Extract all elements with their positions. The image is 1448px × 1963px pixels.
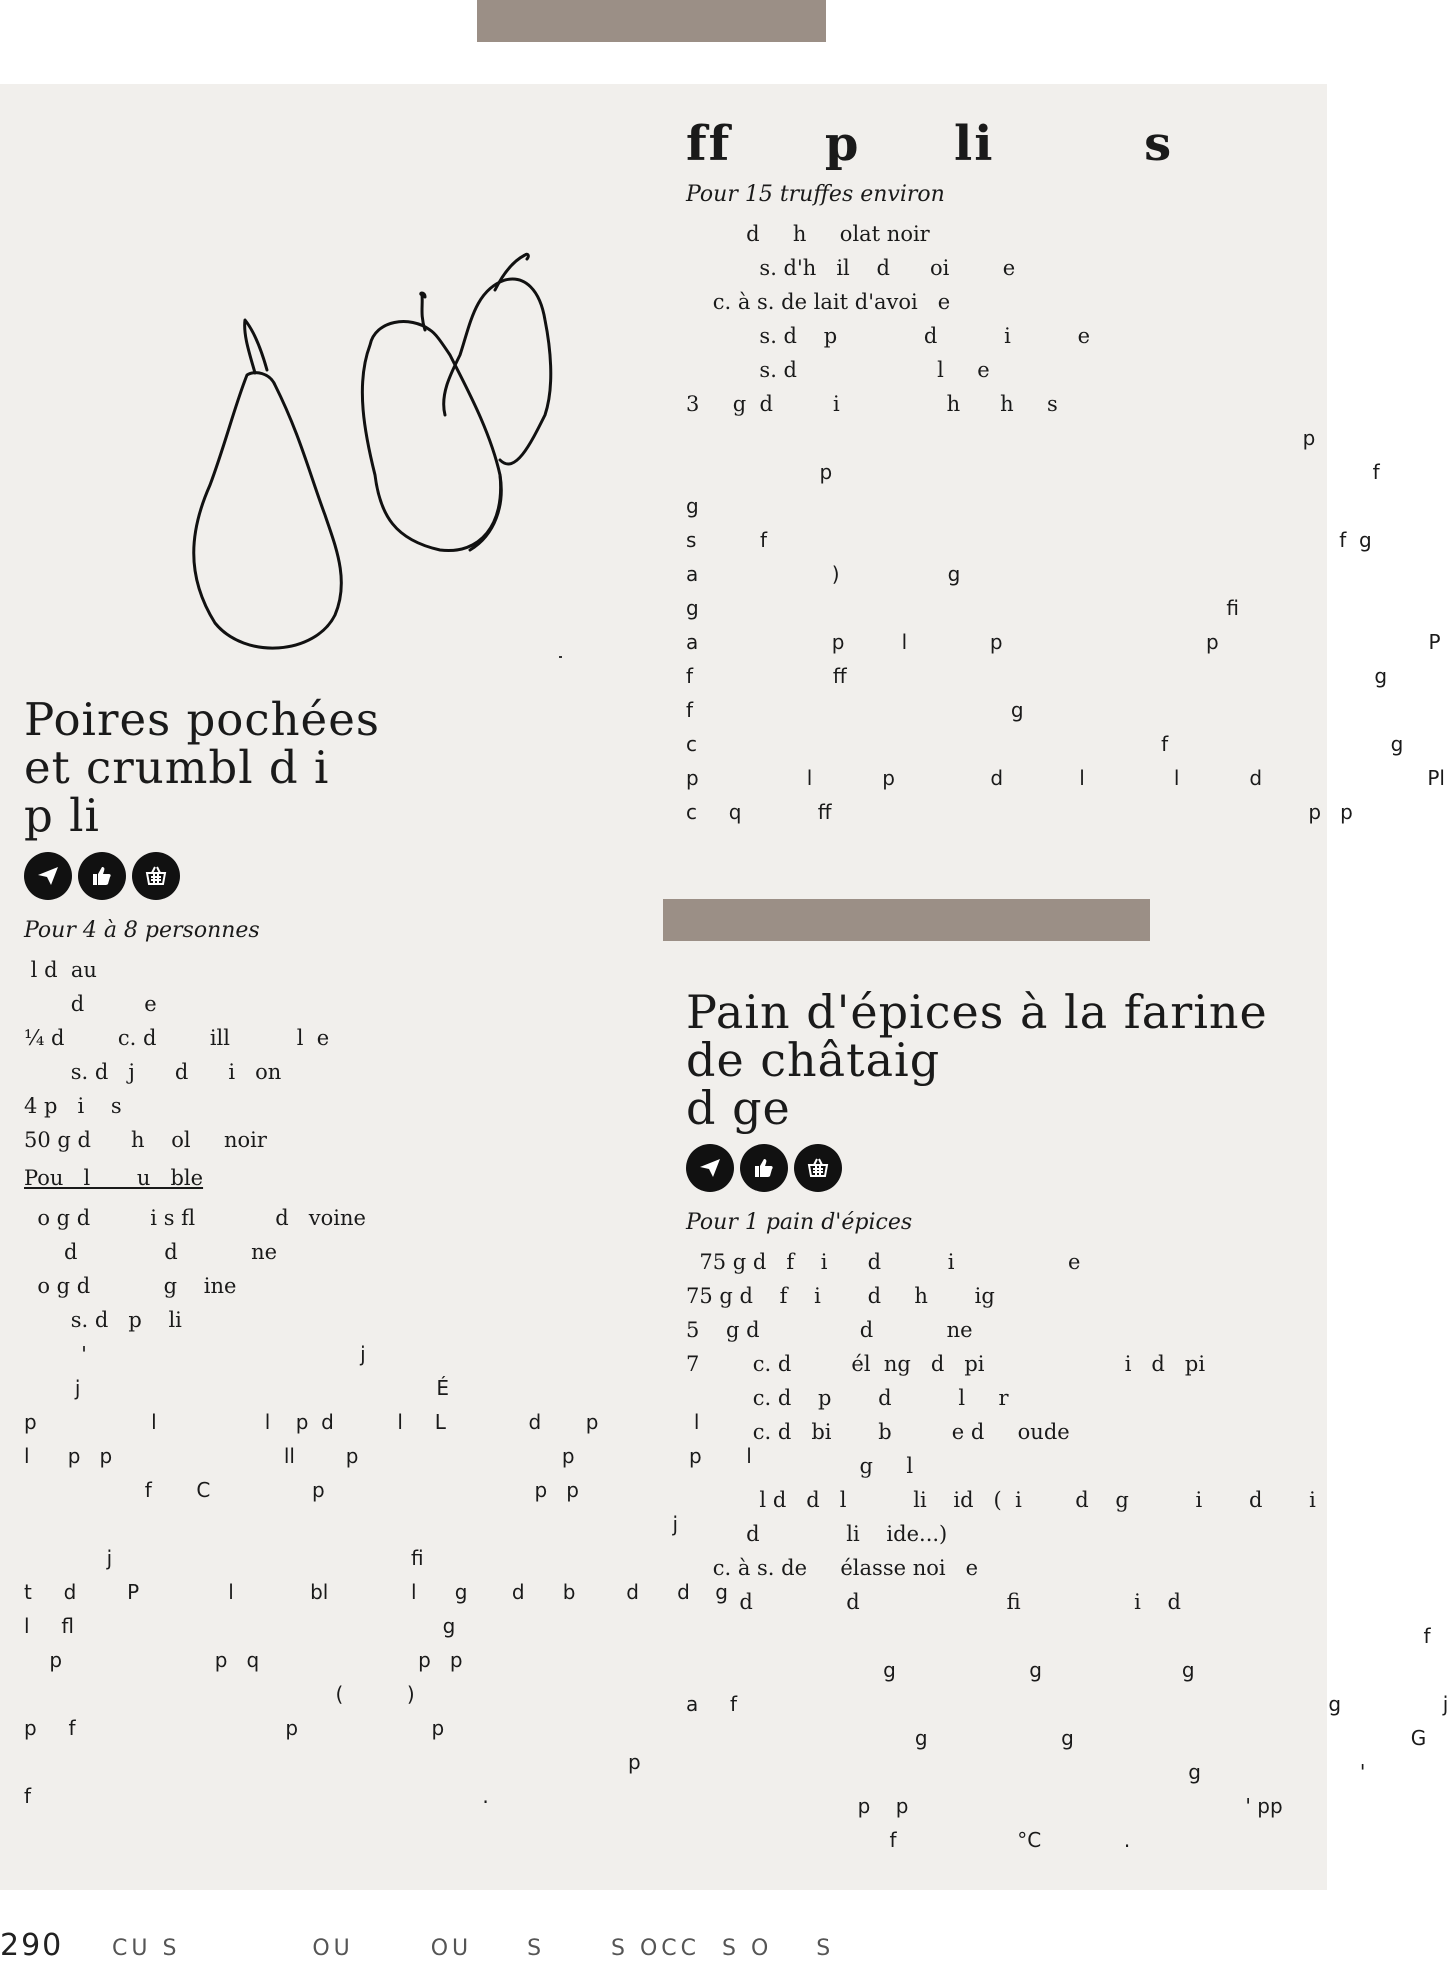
pears-illustration — [175, 245, 580, 665]
ingredient: d d ne — [24, 1240, 278, 1264]
instruction-line: p — [24, 1750, 641, 1774]
instruction-line: g g g — [686, 1658, 1195, 1682]
crumble-subhead: Pou l u ble — [24, 1166, 204, 1190]
ingredient: c. à s. de lait d'avoi e — [686, 290, 951, 314]
ingredients-list — [686, 1245, 1316, 1619]
ingredient: c. d p d l r — [686, 1386, 1009, 1410]
ingredient: ¼ d c. d ill l e — [24, 1026, 330, 1050]
recipe-title: Poires pochées et crumbl d i p li — [24, 693, 380, 842]
ingredient: 4 p i s — [24, 1094, 122, 1118]
basket-icon[interactable] — [794, 1144, 842, 1192]
stray-mark — [559, 656, 562, 658]
instruction-line: ' j — [24, 1342, 366, 1366]
instruction-line: a f g j — [686, 1692, 1448, 1716]
instruction-line: s f f g — [686, 528, 1372, 552]
ingredient: l d au — [24, 958, 97, 982]
ingredient: l d d l li id ( i d g i d i — [686, 1488, 1316, 1512]
instruction-line: p f p p — [24, 1716, 445, 1740]
instructions — [686, 1619, 1448, 1857]
instruction-line: p — [686, 426, 1316, 450]
instruction-line: g ' — [686, 1760, 1366, 1784]
share-icons — [686, 1144, 1296, 1192]
ingredient: c. d bi b e d oude — [686, 1420, 1070, 1444]
instruction-line: p f — [686, 460, 1380, 484]
ingredients-list — [686, 217, 1296, 421]
page-number: 290 — [0, 1928, 64, 1963]
instruction-line: c f g — [686, 732, 1404, 756]
instruction-line: a ) g — [686, 562, 961, 586]
recipe-poires — [24, 693, 752, 1813]
recipe-title: Pain d'épices à la farine de châtaig d ge — [686, 985, 1268, 1135]
ingredient: s. d'h il d oi e — [686, 256, 1016, 280]
instruction-line: ( ) — [24, 1682, 415, 1706]
instruction-line: f ff g — [686, 664, 1388, 688]
thumbs-up-icon[interactable] — [740, 1144, 788, 1192]
instructions — [686, 421, 1445, 829]
recipe-title: ff p li s — [686, 116, 1174, 172]
instruction-line: j É — [24, 1376, 450, 1400]
instruction-line: j — [24, 1512, 679, 1536]
thumbs-up-icon[interactable] — [78, 852, 126, 900]
crumble-ingredients — [24, 1201, 634, 1337]
ingredient: o g d i s fl d voine — [24, 1206, 366, 1230]
ingredient: d h olat noir — [686, 222, 930, 246]
ingredient: 50 g d h ol noir — [24, 1128, 267, 1152]
ingredient: s. d j d i on — [24, 1060, 282, 1084]
ingredient: 7 c. d él ng d pi i d pi — [686, 1352, 1206, 1376]
instruction-line: f C p p p — [24, 1478, 579, 1502]
ingredient: 3 g d i h h s — [686, 392, 1058, 416]
instruction-line: f . — [24, 1784, 489, 1808]
ingredient: s. d p li — [24, 1308, 182, 1332]
page-footer — [0, 1928, 1327, 1963]
instruction-line: t d P l bl l g d b d d g — [24, 1580, 728, 1604]
ingredient: 75 g d f i d h ig — [686, 1284, 995, 1308]
share-icons — [24, 852, 634, 900]
instruction-line: f g — [686, 698, 1024, 722]
instruction-line: p p ' pp — [686, 1794, 1283, 1818]
ingredient: g l — [686, 1454, 914, 1478]
instruction-line: g fi — [686, 596, 1239, 620]
ingredient: c. à s. de élasse noi e — [686, 1556, 979, 1580]
servings: Pour 4 à 8 personnes — [24, 918, 260, 943]
running-head: CU S OU OU S S OCC S O S — [112, 1936, 835, 1961]
ingredient: 75 g d f i d i e — [686, 1250, 1081, 1274]
paper-plane-icon[interactable] — [686, 1144, 734, 1192]
servings: Pour 15 truffes environ — [686, 182, 945, 207]
instruction-line: c q ff p p — [686, 800, 1353, 824]
ingredient: s. d p d i e — [686, 324, 1091, 348]
basket-icon[interactable] — [132, 852, 180, 900]
instruction-line: p p q p p — [24, 1648, 463, 1672]
instruction-line: g — [686, 494, 699, 518]
ingredient: s. d l e — [686, 358, 990, 382]
instruction-line: j fi — [24, 1546, 424, 1570]
instructions — [24, 1337, 752, 1813]
recipe-truffes — [686, 116, 1445, 829]
instruction-line: p l l p d l L d p l — [24, 1410, 700, 1434]
instruction-line: g g G — [686, 1726, 1427, 1750]
ingredient: 5 g d d ne — [686, 1318, 973, 1342]
servings: Pour 1 pain d'épices — [686, 1210, 913, 1235]
recipe-pain-epices — [686, 985, 1448, 1857]
instruction-line: p l p d l l d Pl — [686, 766, 1445, 790]
ingredient: d d fi i d — [686, 1590, 1181, 1614]
ingredient: d li ide...) — [686, 1522, 948, 1546]
mid-color-band — [663, 899, 1150, 941]
top-color-band — [477, 0, 826, 42]
instruction-line: l p p ll p p p l — [24, 1444, 752, 1468]
instruction-line: l fl g — [24, 1614, 456, 1638]
instruction-line: f — [686, 1624, 1431, 1648]
ingredient: o g d g ine — [24, 1274, 237, 1298]
instruction-line: f °C . — [686, 1828, 1131, 1852]
ingredients-list — [24, 953, 634, 1157]
paper-plane-icon[interactable] — [24, 852, 72, 900]
ingredient: d e — [24, 992, 157, 1016]
instruction-line: a p l p p P — [686, 630, 1441, 654]
